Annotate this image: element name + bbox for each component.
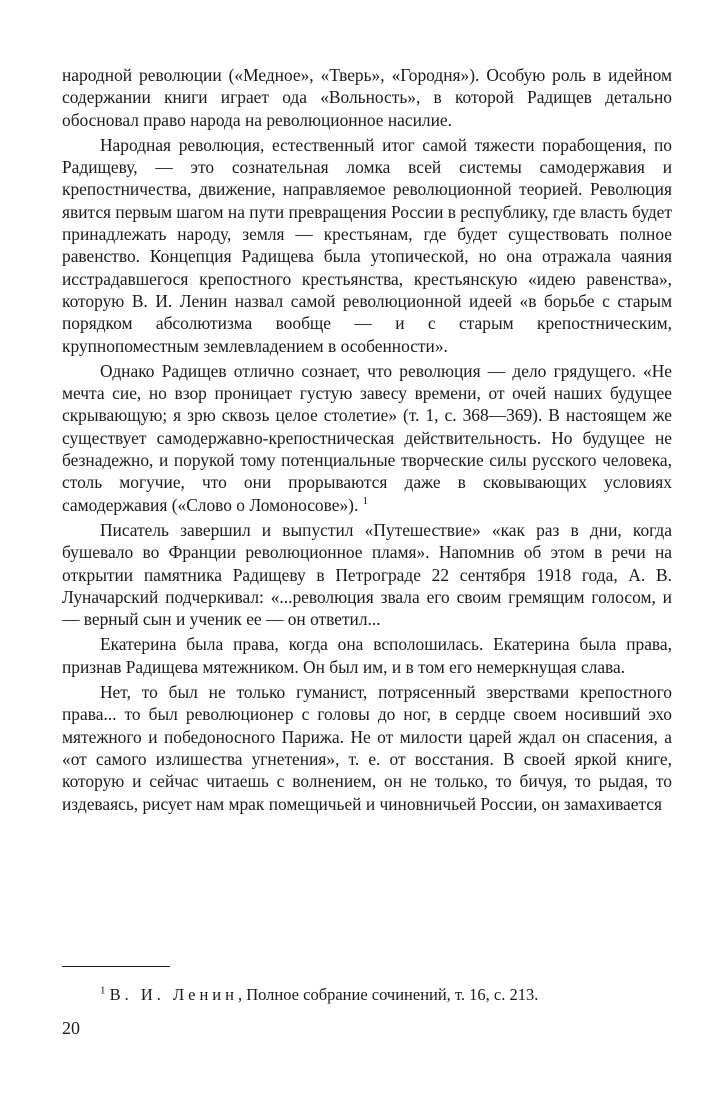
paragraph-5-text: Екатерина была права, когда она всполошилась. Екатерина была права, признав Радищева мятежником. Он был им, и в том его немеркнущая слава. [62, 634, 672, 677]
paragraph-6 [62, 681, 672, 815]
paragraph-6-text: Нет, то был не только гуманист, потрясенный зверствами крепостного права... то был революционер с головы до ног, в сердце своем носивший эхо мятежного и победоносного Парижа. Не от милости царей ждал он спасения, а «от самого излишества угнетения», т. е. от восстания. В своей яркой книге, которую и сейчас читаешь с волнением, он не только, то бичуя, то рыдая, то издеваясь, рисует нам мрак помещичьей и чиновничьей России, он замахивается [62, 682, 672, 814]
footnote-mark: 1 [100, 984, 106, 997]
page-body [62, 64, 672, 815]
paragraph-5 [62, 633, 672, 678]
footnote-author: В. И. Ленин [109, 985, 238, 1004]
paragraph-3 [62, 360, 672, 516]
footnote-reference[interactable]: 1 [362, 494, 369, 507]
paragraph-1-text: народной революции («Медное», «Тверь», «Городня»). Особую роль в идейном содержании книги играет ода «Вольность», в которой Радищев детально обосновал право народа на революционное насилие. [62, 65, 672, 130]
footnote-text: , Полное собрание сочинений, т. 16, с. 213. [237, 985, 539, 1004]
paragraph-4 [62, 519, 672, 630]
paragraph-2 [62, 134, 672, 357]
paragraph-1 [62, 64, 672, 131]
paragraph-4-text: Писатель завершил и выпустил «Путешествие» «как раз в дни, когда бушевало во Франции революционное пламя». Напомнив об этом в речи на открытии памятника Радищеву в Петрограде 22 сентября 1918 года, А. В. Луначарский подчеркивал: «...революция звала его своим гремящим голосом, и — верный сын и ученик ее — он ответил... [62, 519, 672, 630]
paragraph-2-text: Народная революция, естественный итог самой тяжести порабощения, по Радищеву, — это сознательная ломка всей системы самодержавия и крепостничества, движение, направляемое революционной теорией. Революция явится первым шагом на пути превращения России в республику, где власть будет принадлежать народу, земля — крестьянам, где будет существовать полное равенство. Концепция Радищева была утопической, но она отражала чаяния исстрадавшегося крепостного крестьянства, крестьянскую «идею равенства», которую В. И. Ленин назвал самой революционной идеей «в борьбе с старым порядком абсолютизма вообще — и с старым крепостническим, крупнопоместным землевладением в особенности». [62, 134, 672, 356]
paragraph-3-text: Однако Радищев отлично сознает, что революция — дело грядущего. «Не мечта сие, но взор проницает густую завесу времени, от очей наших будущее скрывающую; я зрю сквозь целое столетие» (т. 1, с. 368—369). В настоящем же существует самодержавно-крепостническая действительность. Но будущее не безнадежно, и порукой тому потенциальные творческие силы русского человека, столь могучие, что они прорываются даже в сковывающих условиях самодержавия («Слово о Ломоносове»). [62, 360, 672, 515]
footnote-divider [62, 966, 170, 967]
footnote [100, 984, 538, 1006]
page-number: 20 [62, 1018, 80, 1038]
